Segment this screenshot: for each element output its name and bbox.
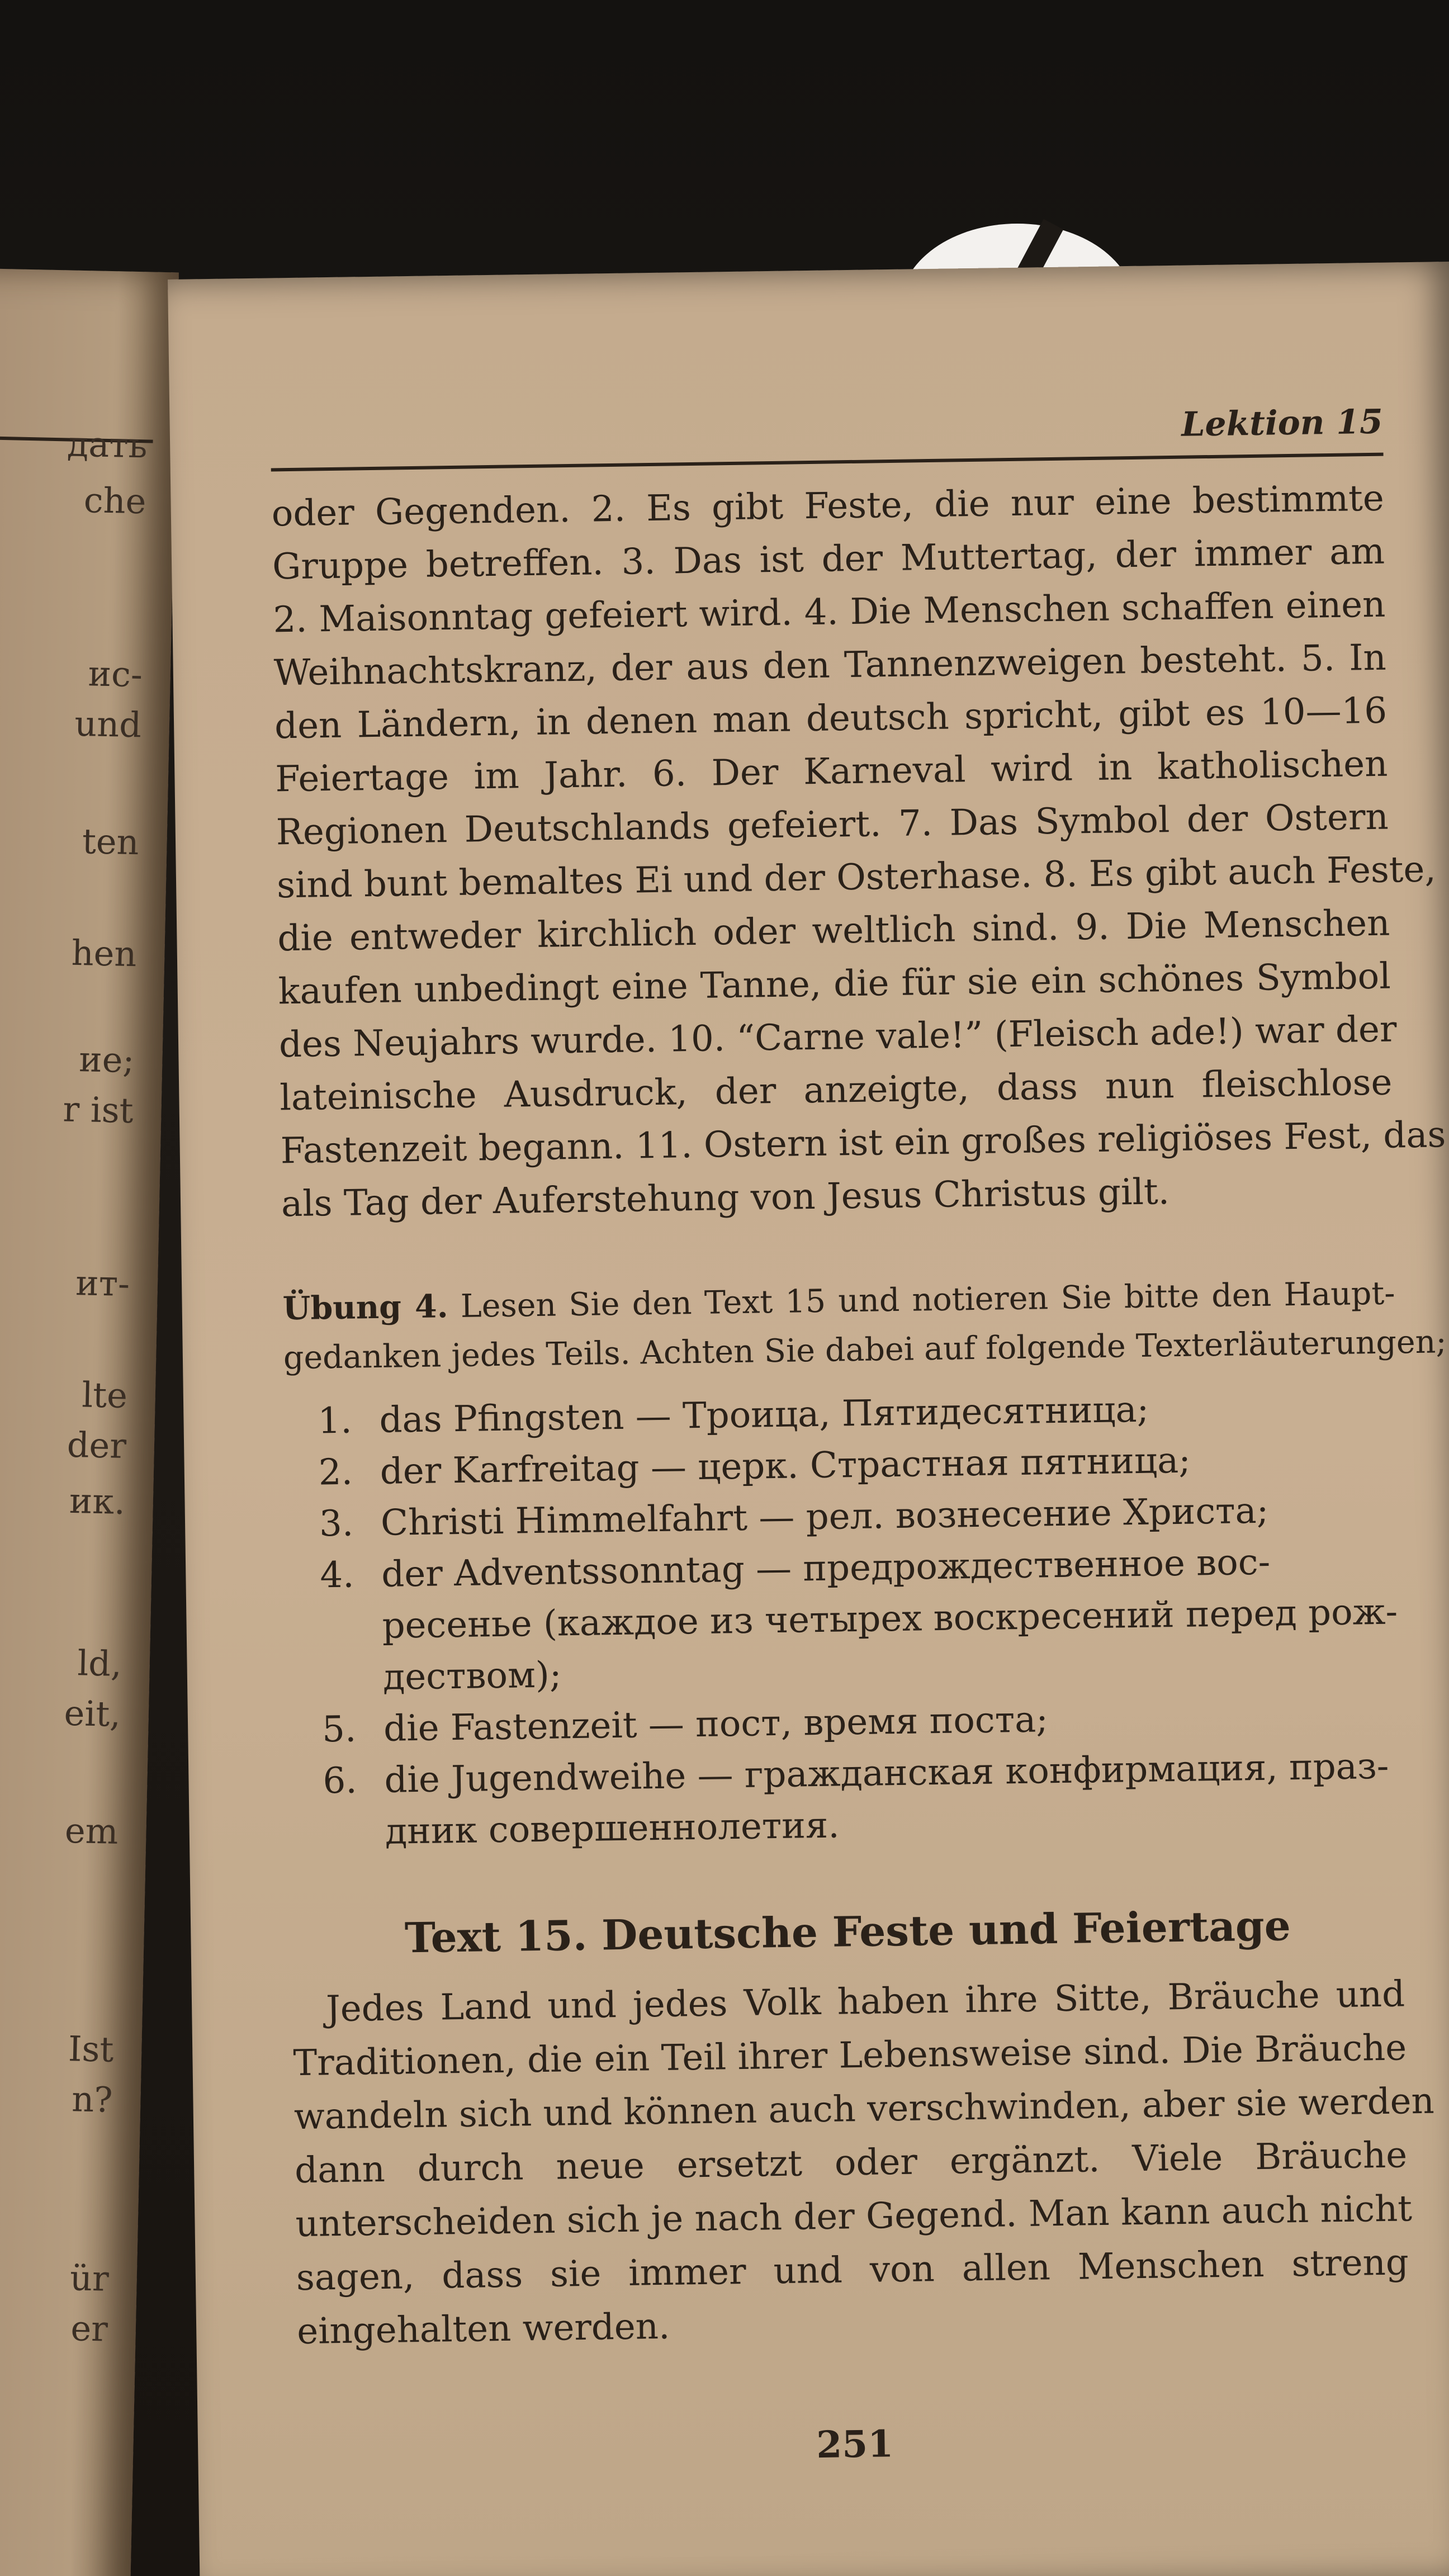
paragraph-line: Gruppe betreffen. 3. Das ist der Muttertag, der immer am xyxy=(272,531,1385,588)
paragraph-line: lateinische Ausdruck, der anzeigte, dass nun fleischlose xyxy=(279,1062,1393,1119)
paragraph-line: 2. Maisonntag gefeiert wird. 4. Die Menschen schaffen einen xyxy=(273,584,1386,641)
paragraph-line: Regionen Deutschlands gefeiert. 7. Das Symbol der Ostern xyxy=(276,796,1389,854)
left-fragment: em xyxy=(64,1810,119,1852)
paragraph-line: Feiertage im Jahr. 6. Der Karneval wird in katholischen xyxy=(274,743,1388,801)
page-number: 251 xyxy=(816,2422,894,2467)
vocabulary-text: die Jugendweihe — гражданская конфирмация, праз- xyxy=(384,1745,1389,1801)
left-fragment: hen xyxy=(71,932,138,975)
left-fragment: er xyxy=(70,2308,108,2350)
left-fragment: lte xyxy=(81,1374,128,1417)
section-title: Text 15. Deutsche Feste und Feiertage xyxy=(404,1902,1291,1963)
vocabulary-text: das Pfingsten — Троица, Пятидесятница; xyxy=(379,1389,1149,1441)
left-fragment: ит- xyxy=(75,1262,130,1305)
section-line: unterscheiden sich je nach der Gegend. Man kann auch nicht xyxy=(295,2188,1413,2246)
vocabulary-continuation: дник совершеннолетия. xyxy=(385,1805,840,1853)
vocabulary-number: 5. xyxy=(321,1708,357,1751)
left-fragment: Ist xyxy=(68,2028,115,2070)
left-fragment: дать xyxy=(67,423,148,466)
left-fragment: n? xyxy=(71,2078,113,2120)
paragraph-line: Weihnachtskranz, der aus den Tannenzweigen besteht. 5. In xyxy=(273,637,1387,694)
left-fragment: r ist xyxy=(62,1088,134,1131)
vocabulary-text: der Adventssonntag — предрождественное вос- xyxy=(381,1541,1271,1595)
vocabulary-text: die Fastenzeit — пост, время поста; xyxy=(383,1699,1049,1750)
vocabulary-text: Christi Himmelfahrt — рел. вознесение Христа; xyxy=(380,1490,1269,1544)
exercise-instructions xyxy=(282,1269,1447,1383)
section-line: Jedes Land und jedes Volk haben ihre Sitte, Bräuche und xyxy=(325,1973,1405,2030)
left-fragment: ис- xyxy=(88,653,143,695)
vocabulary-number: 4. xyxy=(319,1554,354,1597)
vocabulary-continuation: ресенье (каждое из четырех воскресений перед рож- xyxy=(382,1591,1398,1647)
paragraph-line: als Tag der Auferstehung von Jesus Christus gilt. xyxy=(281,1171,1170,1225)
running-head: Lektion 15 xyxy=(1181,402,1384,444)
vocabulary-list xyxy=(318,1381,1403,1859)
left-page xyxy=(0,268,179,2576)
vocabulary-text: der Karfreitag — церк. Страстная пятница; xyxy=(380,1439,1191,1493)
section-line: wandeln sich und können auch verschwinden, aber sie werden xyxy=(293,2080,1435,2138)
vocabulary-number: 1. xyxy=(318,1400,353,1442)
left-fragment: che xyxy=(83,480,147,522)
left-fragment: eit, xyxy=(63,1692,121,1735)
header-rule xyxy=(271,453,1384,472)
paragraph-line: kaufen unbedingt eine Tanne, die für sie ein schönes Symbol xyxy=(278,955,1391,1013)
exercise-title: Übung 4. xyxy=(282,1287,449,1328)
left-fragment: ие; xyxy=(78,1039,135,1081)
paragraph-line: des Neujahrs wurde. 10. “Carne vale!” (Fleisch ade!) war der xyxy=(278,1008,1397,1066)
vocabulary-continuation: деством); xyxy=(382,1654,562,1698)
left-fragment: ür xyxy=(69,2257,110,2299)
left-fragment: ик. xyxy=(69,1480,126,1523)
section-line: sagen, dass sie immer und von allen Menschen streng xyxy=(296,2242,1409,2299)
left-fragment: der xyxy=(67,1424,127,1467)
left-fragment: ld, xyxy=(77,1642,122,1684)
paragraph-line: sind bunt bemaltes Ei und der Osterhase. 8. Es gibt auch Feste, xyxy=(276,849,1437,907)
paragraph-line: oder Gegenden. 2. Es gibt Feste, die nur eine bestimmte xyxy=(271,477,1385,535)
paragraph-continuation xyxy=(271,472,1446,1232)
section-line: dann durch neue ersetzt oder ergänzt. Viele Bräuche xyxy=(294,2134,1408,2192)
left-fragment: ten xyxy=(82,821,140,863)
book-page xyxy=(168,262,1449,2576)
section-line: eingehalten werden. xyxy=(296,2305,670,2353)
left-fragment: und xyxy=(74,703,142,746)
page-content xyxy=(268,263,1447,2570)
vocabulary-number: 2. xyxy=(318,1451,353,1494)
vocabulary-number: 3. xyxy=(319,1503,354,1545)
vocabulary-number: 6. xyxy=(323,1760,358,1802)
paragraph-line: die entweder kirchlich oder weltlich sind. 9. Die Menschen xyxy=(277,902,1390,960)
section-line: Traditionen, die ein Teil ihrer Lebensweise sind. Die Bräuche xyxy=(293,2027,1407,2085)
paragraph-line: Fastenzeit begann. 11. Ostern ist ein großes religiöses Fest, das xyxy=(280,1114,1446,1172)
paragraph-line: den Ländern, in denen man deutsch spricht, gibt es 10—16 xyxy=(274,690,1388,747)
exercise-text: Lesen Sie den Text 15 und notieren Sie bitte den Haupt- xyxy=(460,1275,1396,1325)
section-body xyxy=(292,1967,1435,2359)
exercise-line: gedanken jedes Teils. Achten Sie dabei auf folgende Texterläuterungen; xyxy=(283,1323,1447,1377)
